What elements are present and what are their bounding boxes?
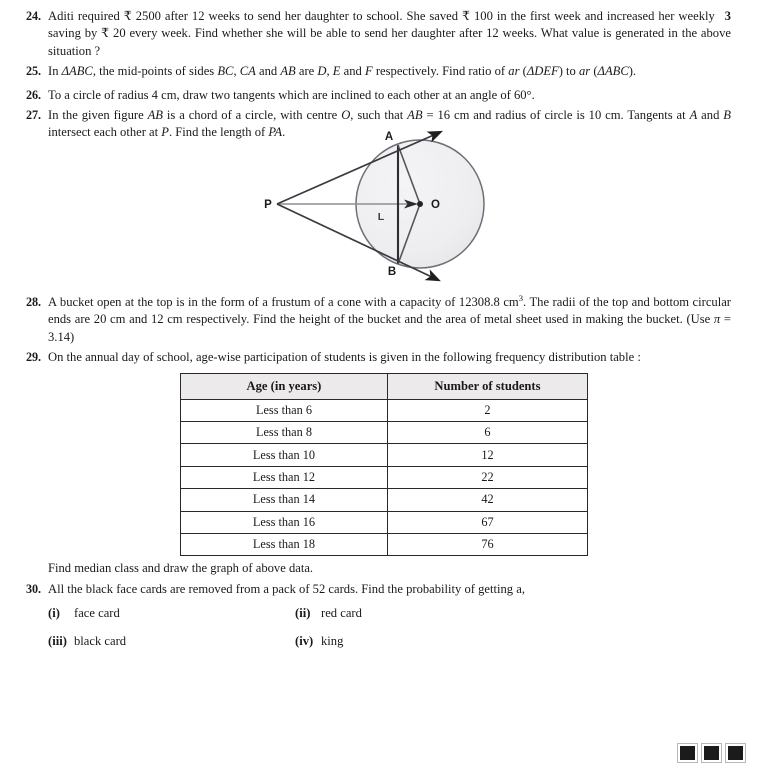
question-body-24: Aditi required ₹ 2500 after 12 weeks to send her daughter to school. She saved ₹ 100 in the first week and increased her weekly saving by ₹ 20 every week. Find whether she will be able to send her daughter after 12 weeks. What value is generated in the above situation ? — [48, 9, 731, 58]
column-header-students: Number of students — [387, 374, 587, 399]
label-p: P — [264, 198, 272, 211]
question-text: A bucket open at the top is in the form of a frustum of a cone with a capacity of 12308.8 $cm^3$. The radii of the top and bottom circular ends are 20 cm and 12 cm respectively. Find the height of the bucket and the area of metal sheet used in making the bucket. (Use π = 3.14) — [48, 292, 731, 344]
question-text: On the annual day of school, age-wise participation of students is given in the following frequency distribution table : — [48, 350, 641, 365]
cell-age: Less than 10 — [181, 444, 388, 466]
sub-option-i — [48, 605, 295, 622]
table-row — [181, 511, 588, 533]
sub-option-text: black card — [74, 633, 127, 648]
sub-options-row — [48, 605, 759, 622]
question-item-24 — [0, 8, 759, 60]
table-header-row — [181, 374, 588, 399]
sub-option-label: (ii) — [295, 606, 311, 621]
sub-option-ii — [295, 605, 362, 622]
cell-age: Less than 8 — [181, 422, 388, 444]
cell-age: Less than 18 — [181, 533, 388, 555]
table-caption: Find median class and draw the graph of above data. — [48, 561, 314, 576]
math-triangle-abc: ΔABC — [61, 64, 93, 79]
circle-tangent-diagram — [0, 130, 759, 294]
end-square-icon — [678, 744, 697, 762]
frequency-table-wrapper — [0, 373, 759, 556]
marks-value: 3 — [724, 9, 731, 23]
sub-options-row — [48, 633, 759, 650]
question-text — [48, 8, 731, 60]
question-text: To a circle of radius 4 cm, draw two tangents which are inclined to each other at an angle of 60°. — [48, 87, 535, 102]
question-item-29 — [0, 349, 759, 366]
label-a: A — [384, 130, 394, 143]
geometry-figure — [0, 130, 759, 294]
question-text: All the black face cards are removed from a pack of 52 cards. Find the probability of getting a, — [48, 581, 525, 596]
question-text: In the given figure AB is a chord of a circle, with centre O, such that AB = 16 cm and radius of circle is 10 cm. Tangents at A and B intersect each other at P. Find the length of PA. — [48, 108, 731, 140]
cell-count: 67 — [387, 511, 587, 533]
question-number: 29. — [26, 350, 41, 365]
label-o: O — [431, 198, 440, 211]
question-item-26 — [0, 87, 759, 104]
frequency-table — [180, 373, 588, 556]
end-square-icon — [702, 744, 721, 762]
end-of-paper-marker — [678, 744, 745, 762]
question-item-28 — [0, 294, 759, 346]
cell-age: Less than 6 — [181, 399, 388, 421]
sub-option-text: king — [321, 633, 344, 648]
cell-count: 42 — [387, 489, 587, 511]
sub-options-list — [0, 605, 759, 650]
sub-option-iii — [48, 633, 295, 650]
superscript-3: 3 — [518, 292, 524, 303]
table-body — [181, 399, 588, 556]
sub-option-text: red card — [321, 606, 362, 621]
end-square-icon — [726, 744, 745, 762]
question-number: 30. — [26, 581, 41, 596]
cell-count: 6 — [387, 422, 587, 444]
question-text: In ΔABC, the mid-points of sides BC, CA and AB are D, E and F respectively. Find ratio of ar (ΔDEF) to ar (ΔABC). — [48, 64, 637, 79]
column-header-age: Age (in years) — [181, 374, 388, 399]
sub-option-label: (iv) — [295, 633, 314, 648]
table-header — [181, 374, 588, 399]
question-number: 25. — [26, 64, 41, 79]
sub-option-iv — [295, 633, 343, 650]
sub-option-label: (iii) — [48, 633, 67, 648]
table-row — [181, 399, 588, 421]
top-spacer — [0, 0, 759, 5]
cell-age: Less than 12 — [181, 466, 388, 488]
label-b: B — [387, 265, 397, 278]
label-l: L — [377, 210, 385, 223]
cell-count: 76 — [387, 533, 587, 555]
sub-option-text: face card — [74, 606, 120, 621]
table-row — [181, 466, 588, 488]
question-item-27 — [0, 107, 759, 142]
table-row — [181, 489, 588, 511]
centre-point-dot — [417, 201, 423, 207]
table-row — [181, 444, 588, 466]
cell-count: 22 — [387, 466, 587, 488]
question-number: 24. — [26, 9, 41, 23]
question-number: 28. — [26, 294, 41, 309]
table-row — [181, 422, 588, 444]
sub-option-label: (i) — [48, 606, 60, 621]
question-item-25 — [0, 63, 759, 80]
pi-symbol: π — [713, 312, 721, 327]
question-number: 27. — [26, 108, 41, 123]
question-item-30 — [0, 581, 759, 598]
table-row — [181, 533, 588, 555]
cell-count: 2 — [387, 399, 587, 421]
cell-age: Less than 16 — [181, 511, 388, 533]
cell-count: 12 — [387, 444, 587, 466]
question-number: 26. — [26, 87, 41, 102]
cell-age: Less than 14 — [181, 489, 388, 511]
